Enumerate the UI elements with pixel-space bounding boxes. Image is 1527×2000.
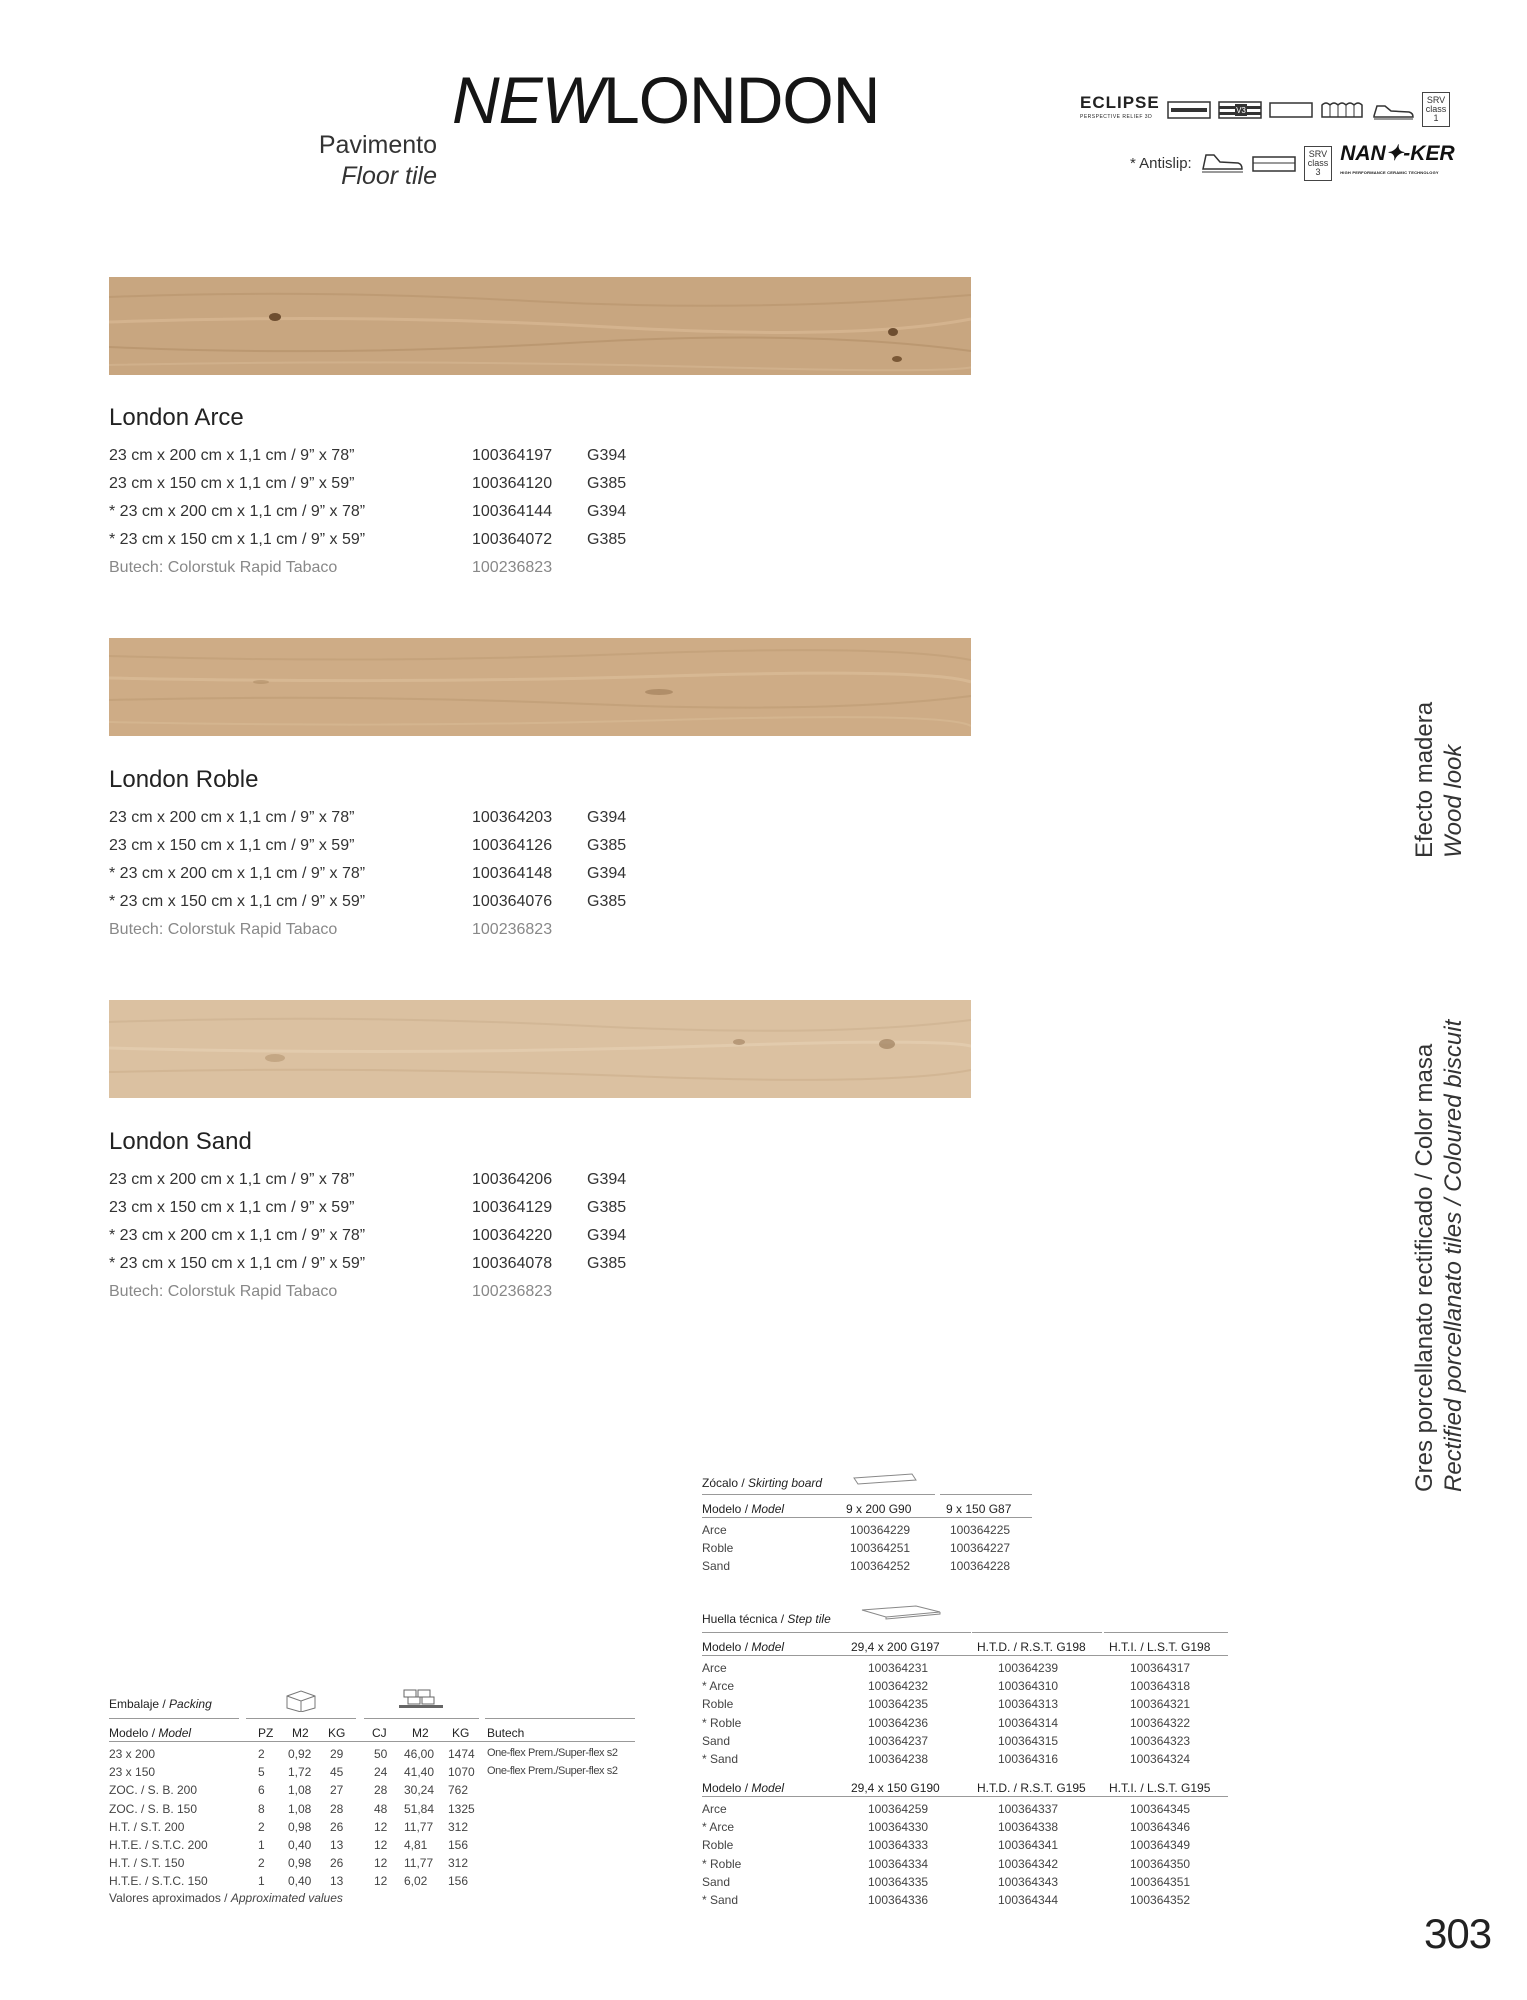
packing-header-butech: Butech [487,1726,525,1740]
packing-cell: 1,72 [288,1765,312,1779]
step-cell: 100364236 [868,1716,929,1730]
table-row: * 23 cm x 200 cm x 1,1 cm / 9” x 78” 100364148 G394 [109,865,627,882]
step-row-model: Arce [702,1661,727,1675]
packing-cell: 27 [330,1783,344,1797]
divider [702,1517,1032,1518]
divider [109,1718,239,1719]
packing-header-kg-pallet: KG [452,1726,470,1740]
divider [246,1718,356,1719]
packing-row-model: 23 x 200 [109,1747,156,1761]
divider [702,1494,847,1495]
product-name-arce: London Arce [109,404,244,431]
step-cell: 100364318 [1130,1679,1191,1693]
packing-cell: 41,40 [404,1765,435,1779]
step-cell: 100364237 [868,1734,929,1748]
packing-cell: 0,98 [288,1820,312,1834]
packing-cell: 11,77 [404,1856,434,1870]
packing-row-model: H.T. / S.T. 200 [109,1820,185,1834]
skirting-row-model: Sand [702,1559,731,1573]
packing-cell: 30,24 [404,1783,435,1797]
step-header-model: Modelo / Model [702,1781,785,1795]
packing-cell: 12 [374,1820,388,1834]
side-label-effect: Efecto madera Wood look [1411,701,1467,858]
packing-cell: 26 [330,1856,344,1870]
packing-cell: 1474 [448,1747,475,1761]
step-row-model: * Roble [702,1857,742,1871]
step-cell: 100364317 [1130,1661,1191,1675]
product-name-roble: London Roble [109,766,259,793]
packing-cell: 1 [258,1874,265,1888]
packing-cell: One-flex Prem./Super-flex s2 [487,1747,618,1759]
divider [1104,1632,1228,1633]
antislip-shoe-icon [1200,151,1244,175]
step-header-col: 29,4 x 150 G190 [851,1781,940,1795]
packing-cell: 156 [448,1838,469,1852]
thickness-icon [1167,99,1211,121]
subtitle-en: Floor tile [341,162,437,190]
step-cell: 100364350 [1130,1857,1191,1871]
packing-cell: 0,40 [288,1838,312,1852]
packing-cell: 0,98 [288,1856,312,1870]
title-italic: NEW [452,63,603,137]
packing-header-cj: CJ [372,1726,387,1740]
butech-row: Butech: Colorstuk Rapid Tabaco 100236823 [109,1283,553,1300]
packing-cell: 12 [374,1838,388,1852]
step-cell: 100364342 [998,1857,1059,1871]
step-cell: 100364323 [1130,1734,1191,1748]
step-header-model: Modelo / Model [702,1640,785,1654]
packing-header-m2-pallet: M2 [412,1726,429,1740]
divider [702,1655,1228,1656]
packing-cell: 1 [258,1838,265,1852]
step-header-col: H.T.D. / R.S.T. G198 [977,1640,1086,1654]
packing-cell: 29 [330,1747,344,1761]
side-label-body: Gres porcellanato rectificado / Color masa Rectified porcellanato tiles / Coloured biscuit [1411,1019,1467,1492]
packing-cell: 24 [374,1765,388,1779]
table-row: 23 cm x 150 cm x 1,1 cm / 9” x 59” 100364126 G385 [109,837,627,854]
step-cell: 100364344 [998,1893,1059,1907]
butech-row: Butech: Colorstuk Rapid Tabaco 100236823 [109,559,553,576]
step-cell: 100364333 [868,1838,929,1852]
packing-cell: 762 [448,1783,469,1797]
step-tile-icon [860,1604,942,1620]
step-cell: 100364337 [998,1802,1059,1816]
packing-header-kg: KG [328,1726,346,1740]
page-subtitle [319,130,437,192]
antislip-label: * Antislip: [1130,154,1192,172]
packing-cell: 28 [374,1783,388,1797]
divider [843,1494,935,1495]
step-row-model: * Roble [702,1716,742,1730]
feature-badges [1080,92,1450,127]
table-row: 23 cm x 200 cm x 1,1 cm / 9” x 78” 100364203 G394 [109,809,627,826]
packing-cell: 0,40 [288,1874,312,1888]
packing-header-model: Modelo / Model [109,1726,192,1740]
packing-cell: 156 [448,1874,469,1888]
divider [485,1718,635,1719]
step-header-col: H.T.I. / L.S.T. G195 [1109,1781,1211,1795]
pallet-icon [396,1686,446,1712]
step-header-col: H.T.D. / R.S.T. G195 [977,1781,1086,1795]
nanoker-logo: NAN✦-KER HIGH PERFORMANCE CERAMIC TECHNOLOGY [1340,142,1455,175]
table-row: * 23 cm x 150 cm x 1,1 cm / 9” x 59” 100364078 G385 [109,1255,627,1272]
packing-cell: 2 [258,1856,265,1870]
packing-cell: 2 [258,1747,265,1761]
step-row-model: Sand [702,1875,731,1889]
plank-sand-image [109,1000,971,1098]
step-row-model: * Sand [702,1752,739,1766]
step-header-col: H.T.I. / L.S.T. G198 [1109,1640,1211,1654]
step-row-model: * Arce [702,1820,735,1834]
skirting-row-model: Roble [702,1541,734,1555]
packing-title: Embalaje / Packing [109,1697,212,1711]
svg-text:V3: V3 [1235,105,1246,115]
packing-cell: 11,77 [404,1820,434,1834]
step-header-col: 29,4 x 200 G197 [851,1640,940,1654]
packing-cell: 48 [374,1802,388,1816]
packing-cell: 50 [374,1747,388,1761]
step-cell: 100364341 [998,1838,1059,1852]
title-rest: LONDON [602,63,880,137]
packing-note: Valores aproximados / Approximated values [109,1891,343,1905]
v3-variation-icon [1218,99,1262,121]
skirting-cell: 100364229 [850,1523,911,1537]
srv-class-3-badge: SRV class 3 [1304,146,1333,181]
step-row-model: * Arce [702,1679,735,1693]
packing-row-model: H.T.E. / S.T.C. 150 [109,1874,208,1888]
skirting-header-150: 9 x 150 G87 [946,1502,1012,1516]
packing-cell: 1,08 [288,1783,312,1797]
skirting-row-model: Arce [702,1523,727,1537]
step-cell: 100364231 [868,1661,929,1675]
packing-cell: 28 [330,1802,344,1816]
divider [364,1718,479,1719]
step-row-model: Arce [702,1802,727,1816]
step-cell: 100364316 [998,1752,1059,1766]
plank-arce-image [109,277,971,375]
table-row: 23 cm x 200 cm x 1,1 cm / 9” x 78” 100364197 G394 [109,447,627,464]
step-cell: 100364351 [1130,1875,1191,1889]
packing-row-model: H.T.E. / S.T.C. 200 [109,1838,208,1852]
page-title [452,62,879,138]
box-icon [284,1688,318,1712]
table-row: * 23 cm x 150 cm x 1,1 cm / 9” x 59” 100364076 G385 [109,893,627,910]
step-cell: 100364335 [868,1875,929,1889]
packing-cell: 12 [374,1874,388,1888]
product-name-sand: London Sand [109,1128,252,1155]
step-title: Huella técnica / Step tile [702,1612,831,1626]
packing-row-model: ZOC. / S. B. 150 [109,1802,198,1816]
step-cell: 100364239 [998,1661,1059,1675]
step-cell: 100364336 [868,1893,929,1907]
divider [972,1632,1102,1633]
antislip-surface-icon [1252,151,1296,175]
skirting-cell: 100364228 [950,1559,1011,1573]
packing-cell: 0,92 [288,1747,312,1761]
packing-cell: 2 [258,1820,265,1834]
rectified-icon [1269,99,1313,121]
step-cell: 100364232 [868,1679,929,1693]
butech-row: Butech: Colorstuk Rapid Tabaco 100236823 [109,921,553,938]
divider [843,1632,971,1633]
packing-cell: 46,00 [404,1747,435,1761]
packing-row-model: ZOC. / S. B. 200 [109,1783,198,1797]
table-row: 23 cm x 150 cm x 1,1 cm / 9” x 59” 100364120 G385 [109,475,627,492]
packing-cell: 6 [258,1783,265,1797]
packing-cell: 13 [330,1838,344,1852]
step-cell: 100364346 [1130,1820,1191,1834]
packing-cell: 4,81 [404,1838,428,1852]
packing-cell: 6,02 [404,1874,428,1888]
step-cell: 100364349 [1130,1838,1191,1852]
step-cell: 100364310 [998,1679,1059,1693]
packing-cell: 51,84 [404,1802,435,1816]
divider [940,1494,1032,1495]
step-cell: 100364322 [1130,1716,1191,1730]
skirting-header-model: Modelo / Model [702,1502,785,1516]
step-cell: 100364334 [868,1857,929,1871]
table-row: 23 cm x 200 cm x 1,1 cm / 9” x 78” 100364206 G394 [109,1171,627,1188]
packing-cell: One-flex Prem./Super-flex s2 [487,1765,618,1777]
step-cell: 100364313 [998,1697,1059,1711]
packing-cell: 12 [374,1856,388,1870]
divider [109,1741,635,1742]
packing-header-m2: M2 [292,1726,309,1740]
skirting-title: Zócalo / Skirting board [702,1476,823,1490]
step-cell: 100364321 [1130,1697,1191,1711]
packing-row-model: 23 x 150 [109,1765,156,1779]
step-row-model: * Sand [702,1893,739,1907]
divider [702,1632,847,1633]
packing-cell: 45 [330,1765,344,1779]
skirting-cell: 100364225 [950,1523,1011,1537]
plank-roble-image [109,638,971,736]
skirting-cell: 100364227 [950,1541,1011,1555]
shoe-traffic-icon [1371,98,1415,122]
page-number: 303 [1424,1910,1492,1957]
table-row: * 23 cm x 200 cm x 1,1 cm / 9” x 78” 100364220 G394 [109,1227,627,1244]
packing-cell: 312 [448,1820,469,1834]
eclipse-logo: ECLIPSE PERSPECTIVE RELIEF 3D [1080,92,1160,120]
step-cell: 100364235 [868,1697,929,1711]
step-cell: 100364324 [1130,1752,1191,1766]
packing-cell: 26 [330,1820,344,1834]
subtitle-es: Pavimento [318,131,437,159]
packing-cell: 5 [258,1765,265,1779]
srv-class-1-badge: SRV class 1 [1422,92,1451,127]
packing-cell: 1070 [448,1765,475,1779]
step-cell: 100364314 [998,1716,1059,1730]
packing-cell: 1325 [448,1802,475,1816]
step-cell: 100364343 [998,1875,1059,1889]
skirting-cell: 100364251 [850,1541,911,1555]
step-cell: 100364345 [1130,1802,1191,1816]
skirting-header-200: 9 x 200 G90 [846,1502,912,1516]
step-cell: 100364315 [998,1734,1059,1748]
color-body-icon [1320,99,1364,121]
packing-row-model: H.T. / S.T. 150 [109,1856,185,1870]
packing-cell: 1,08 [288,1802,312,1816]
skirting-board-icon [852,1470,918,1486]
table-row: * 23 cm x 200 cm x 1,1 cm / 9” x 78” 100364144 G394 [109,503,627,520]
step-cell: 100364330 [868,1820,929,1834]
packing-cell: 312 [448,1856,469,1870]
packing-cell: 13 [330,1874,344,1888]
skirting-cell: 100364252 [850,1559,911,1573]
table-row: 23 cm x 150 cm x 1,1 cm / 9” x 59” 100364129 G385 [109,1199,627,1216]
antislip-badges [1130,144,1455,182]
step-cell: 100364238 [868,1752,929,1766]
table-row: * 23 cm x 150 cm x 1,1 cm / 9” x 59” 100364072 G385 [109,531,627,548]
packing-header-pz: PZ [258,1726,274,1740]
step-row-model: Roble [702,1838,734,1852]
packing-cell: 8 [258,1802,265,1816]
divider [702,1796,1228,1797]
step-cell: 100364259 [868,1802,929,1816]
step-row-model: Roble [702,1697,734,1711]
step-cell: 100364338 [998,1820,1059,1834]
step-cell: 100364352 [1130,1893,1191,1907]
step-row-model: Sand [702,1734,731,1748]
